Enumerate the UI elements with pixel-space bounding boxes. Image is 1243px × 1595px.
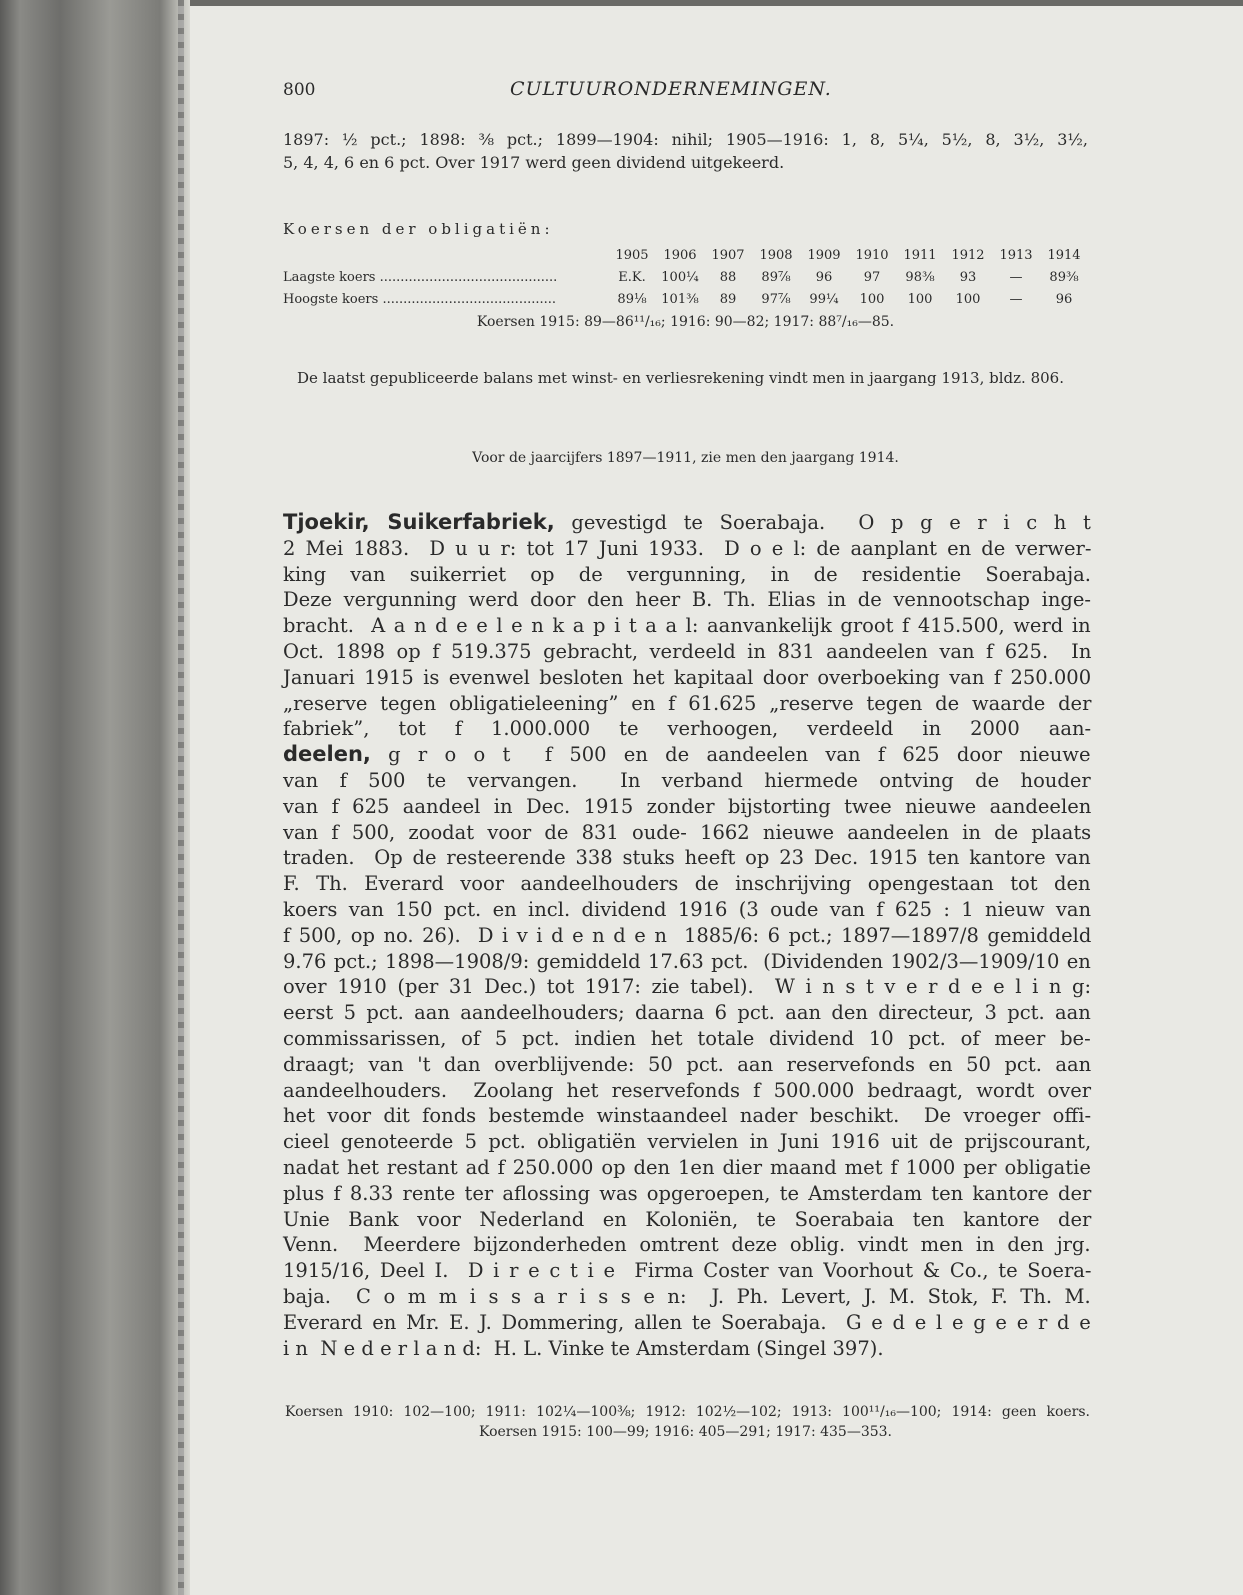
bold-term: deelen, xyxy=(283,742,371,767)
text-line xyxy=(283,1310,1091,1336)
footer-koersen-1: Koersen 1910: 102—100; 1911: 102¼—100⅜; 1912: 102½—102; 1913: 100¹¹/₁₆—100; 1914: geen koers. xyxy=(285,1404,1090,1420)
text-segment: 2 Mei 1883. D u u r: tot 17 Juni 1933. D o e l: de aanplant en de verwer- xyxy=(283,536,1092,560)
text-segment: cieel genoteerde 5 pct. obligatiën vervielen in Juni 1916 uit de prijscourant, xyxy=(283,1130,1092,1154)
table-row xyxy=(283,289,1088,311)
table-cell: 88 xyxy=(719,270,737,285)
table-cell: 89⅛ xyxy=(617,292,647,307)
text-segment: F. Th. Everard voor aandeelhouders de inschrijving opengestaan tot den xyxy=(283,872,1091,896)
text-line xyxy=(283,1232,1091,1258)
text-segment: nadat het restant ad f 250.000 op den 1en dier maand met f 1000 per obligatie xyxy=(283,1155,1091,1179)
text-segment: g r o o t f 500 en de aandeelen van f 625 door nieuwe xyxy=(388,743,1091,767)
text-segment: traden. Op de resteerende 338 stuks heeft op 23 Dec. 1915 ten kantore van xyxy=(283,846,1091,870)
table-cell: 1909 xyxy=(807,248,841,263)
dividend-history xyxy=(283,128,1088,174)
table-cell: 1907 xyxy=(711,248,745,263)
text-segment: het voor dit fonds bestemde winstaandeel nader beschikt. De vroeger offi- xyxy=(283,1104,1092,1128)
text-segment: 1915/16, Deel I. D i r e c t i e Firma Coster van Voorhout & Co., te Soera- xyxy=(283,1259,1092,1283)
text-segment: draagt; van 't dan overblijvende: 50 pct. aan reservefonds en 50 pct. aan xyxy=(283,1052,1092,1076)
text-segment: 9.76 pct.; 1898—1908/9: gemiddeld 17.63 pct. (Dividenden 1902/3—1909/10 en xyxy=(283,949,1091,973)
table-cell: 1912 xyxy=(951,248,985,263)
text-line xyxy=(283,871,1091,897)
text-segment: f 500, op no. 26). D i v i d e n d e n 1885/6: 6 pct.; 1897—1897/8 gemiddeld xyxy=(283,923,1092,947)
table-cell: 89⅞ xyxy=(761,270,791,285)
table-cell: 96 xyxy=(815,270,833,285)
text-line xyxy=(283,1000,1091,1026)
table-cell: 96 xyxy=(1055,292,1073,307)
table-cell: 1905 xyxy=(615,248,649,263)
text-segment: king van suikerriet op de vergunning, in de residentie Soerabaja. xyxy=(283,562,1091,586)
text-segment: van f 625 aandeel in Dec. 1915 zonder bijstorting twee nieuwe aandeelen xyxy=(283,794,1092,818)
text-line xyxy=(283,1207,1091,1233)
row-label: Laagste koers ........................................... xyxy=(283,270,558,285)
table-header-row xyxy=(283,245,1088,267)
text-line xyxy=(283,949,1091,975)
table-cell: 101⅜ xyxy=(661,292,699,307)
text-line xyxy=(283,1103,1091,1129)
text-line xyxy=(283,974,1091,1000)
text-segment: over 1910 (per 31 Dec.) tot 1917: zie tabel). W i n s t v e r d e e l i n g: xyxy=(283,975,1092,999)
text-line xyxy=(283,794,1091,820)
text-segment: bracht. A a n d e e l e n k a p i t a a l: aanvankelijk groot f 415.500, werd in xyxy=(283,614,1091,638)
table-cell: 100 xyxy=(907,292,933,307)
text-line xyxy=(283,1129,1091,1155)
text-segment: Everard en Mr. E. J. Dommering, allen te Soerabaja. G e d e l e g e e r d e xyxy=(283,1310,1091,1334)
text-segment: van f 500, zoodat voor de 831 oude- 1662 nieuwe aandeelen in de plaats xyxy=(283,820,1092,844)
bond-table-title: Koersen der obligatiën: xyxy=(283,220,554,238)
text-line xyxy=(283,639,1091,665)
text-segment: van f 500 te vervangen. In verband hiermede ontving de houder xyxy=(283,768,1091,792)
text-segment: gevestigd te Soerabaja. O p g e r i c h t xyxy=(571,511,1091,534)
text-line xyxy=(283,562,1091,588)
text-line xyxy=(283,587,1091,613)
table-cell: 97⅞ xyxy=(761,292,791,307)
text-line xyxy=(283,820,1091,846)
company-entry xyxy=(283,510,1091,1361)
text-segment: „reserve tegen obligatieleening” en f 61.625 „reserve tegen de waarde der xyxy=(283,691,1092,715)
text-segment: fabriek”, tot f 1.000.000 te verhoogen, verdeeld in 2000 aan- xyxy=(283,717,1092,741)
text-line xyxy=(283,1026,1091,1052)
text-segment: i n N e d e r l a n d: H. L. Vinke te Amsterdam (Singel 397). xyxy=(283,1336,884,1360)
text-segment: Venn. Meerdere bijzonderheden omtrent deze oblig. vindt men in den jrg. xyxy=(283,1233,1091,1257)
table-cell: 1914 xyxy=(1047,248,1081,263)
text-segment: Unie Bank voor Nederland en Koloniën, te Soerabaia ten kantore der xyxy=(283,1207,1092,1231)
table-cell: 1906 xyxy=(663,248,697,263)
table-cell: 100¼ xyxy=(661,270,699,285)
text-segment: Oct. 1898 op f 519.375 gebracht, verdeeld in 831 aandeelen van f 625. In xyxy=(283,639,1092,663)
text-segment: Deze vergunning werd door den heer B. Th. Elias in de vennootschap inge- xyxy=(283,588,1091,612)
page-number: 800 xyxy=(283,80,316,100)
text-segment: eerst 5 pct. aan aandeelhouders; daarna 6 pct. aan den directeur, 3 pct. aan xyxy=(283,1001,1091,1025)
text-line xyxy=(283,768,1091,794)
table-cell: 1913 xyxy=(999,248,1033,263)
text-segment: Januari 1915 is evenwel besloten het kapitaal door overboeking van f 250.000 xyxy=(283,665,1092,689)
text-line xyxy=(283,742,1091,768)
table-cell: 93 xyxy=(959,270,977,285)
table-cell: 89 xyxy=(719,292,737,307)
text-line xyxy=(283,1078,1091,1104)
text-line xyxy=(283,1258,1091,1284)
text-line xyxy=(283,691,1091,717)
text-line: 5, 4, 4, 6 en 6 pct. Over 1917 werd geen dividend uitgekeerd. xyxy=(283,153,785,172)
table-cell: 1911 xyxy=(903,248,937,263)
balans-note: De laatst gepubliceerde balans met winst- en verliesrekening vindt men in jaargang 1913, bldz. 806. xyxy=(297,369,1064,387)
table-cell: — xyxy=(1009,270,1023,285)
company-name: Tjoekir, Suikerfabriek, xyxy=(283,510,555,534)
text-segment: aandeelhouders. Zoolang het reservefonds f 500.000 bedraagt, wordt over xyxy=(283,1078,1092,1102)
text-segment: koers van 150 pct. en incl. dividend 1916 (3 oude van f 625 : 1 nieuw van xyxy=(283,897,1092,921)
text-line xyxy=(283,665,1091,691)
table-cell: 1910 xyxy=(855,248,889,263)
row-label: Hoogste koers .......................................... xyxy=(283,292,557,307)
footer-koersen-2: Koersen 1915: 100—99; 1916: 405—291; 1917: 435—353. xyxy=(478,1424,893,1440)
table-cell: E.K. xyxy=(618,270,646,285)
koersen-note: Koersen 1915: 89—86¹¹/₁₆; 1916: 90—82; 1917: 88⁷/₁₆—85. xyxy=(476,314,895,330)
page-top-edge xyxy=(190,0,1243,6)
text-line xyxy=(283,536,1091,562)
text-line xyxy=(283,613,1091,639)
bond-table xyxy=(283,245,1088,311)
book-spine-edge xyxy=(0,0,190,1595)
running-head: CULTUURONDERNEMINGEN. xyxy=(510,78,832,100)
text-segment: commissarissen, of 5 pct. indien het totale dividend 10 pct. of meer be- xyxy=(283,1026,1091,1050)
text-segment: baja. C o m m i s s a r i s s e n: J. Ph. Levert, J. M. Stok, F. Th. M. xyxy=(283,1284,1091,1308)
text-line xyxy=(283,510,1091,536)
table-cell: 97 xyxy=(863,270,881,285)
table-cell: — xyxy=(1009,292,1023,307)
text-line xyxy=(283,897,1091,923)
text-line xyxy=(283,923,1091,949)
text-segment: plus f 8.33 rente ter aflossing was opgeroepen, te Amsterdam ten kantore der xyxy=(283,1181,1092,1205)
table-cell: 98⅜ xyxy=(905,270,935,285)
table-cell: 100 xyxy=(955,292,981,307)
text-line xyxy=(283,1181,1091,1207)
jaarcijfers-note: Voor de jaarcijfers 1897—1911, zie men den jaargang 1914. xyxy=(472,450,899,466)
text-line xyxy=(283,1284,1091,1310)
text-line xyxy=(283,845,1091,871)
text-line xyxy=(283,1155,1091,1181)
text-line xyxy=(283,716,1091,742)
text-line: 1897: ½ pct.; 1898: ⅜ pct.; 1899—1904: nihil; 1905—1916: 1, 8, 5¼, 5½, 8, 3½, 3½, xyxy=(283,130,1088,149)
table-cell: 89⅜ xyxy=(1049,270,1079,285)
table-cell: 1908 xyxy=(759,248,793,263)
text-line xyxy=(283,1336,1091,1362)
table-row xyxy=(283,267,1088,289)
table-cell: 100 xyxy=(859,292,885,307)
table-cell: 99¼ xyxy=(809,292,839,307)
text-line xyxy=(283,1052,1091,1078)
